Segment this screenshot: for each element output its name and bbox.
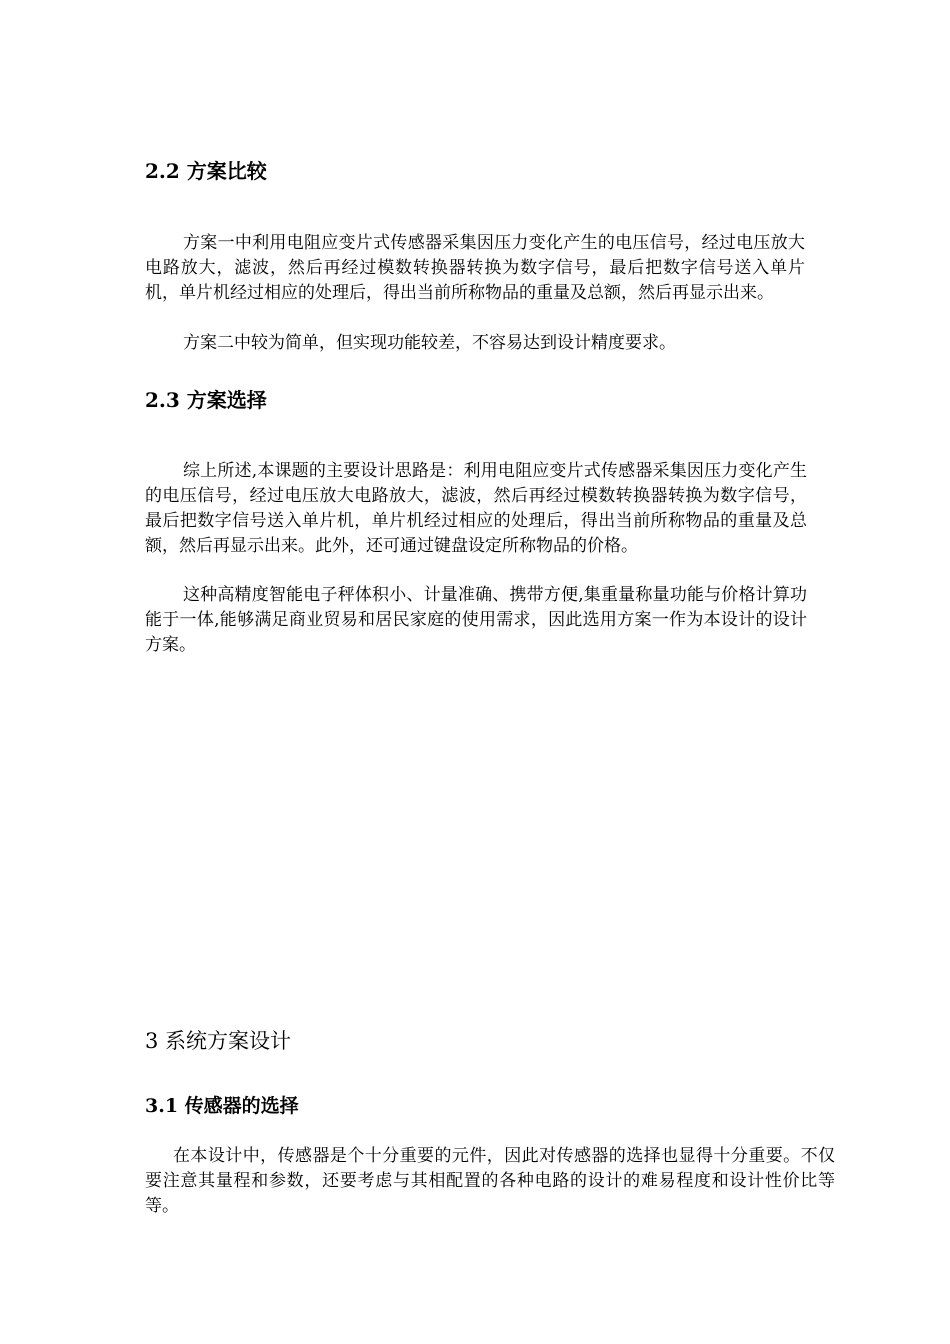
section-3-1-paragraph-1: 在本设计中，传感器是个十分重要的元件，因此对传感器的选择也显得十分重要。不仅要注意其量程和参数，还要考虑与其相配置的各种电路的设计的难易程度和设计性价比等等。	[145, 1146, 835, 1216]
section-2-2-paragraph-2: 方案二中较为简单，但实现功能较差，不容易达到设计精度要求。	[183, 333, 676, 353]
section-3-1-heading: 3.1 传感器的选择	[145, 1095, 299, 1117]
section-2-2-heading: 2.2 方案比较	[145, 159, 267, 183]
section-2-3-heading: 2.3 方案选择	[145, 388, 267, 412]
section-2-3-paragraph-2: 这种高精度智能电子秤体积小、计量准确、携带方便,集重量称量功能与价格计算功能于一体,能够满足商业贸易和居民家庭的使用需求，因此选用方案一作为本设计的设计方案。	[145, 585, 807, 655]
chapter-3-heading: 3 系统方案设计	[145, 1029, 292, 1053]
section-2-3-paragraph-1: 综上所述,本课题的主要设计思路是：利用电阻应变片式传感器采集因压力变化产生的电压信号，经过电压放大电路放大，滤波，然后再经过模数转换器转换为数字信号，最后把数字信号送入单片机，单片机经过相应的处理后，得出当前所称物品的重量及总额，然后再显示出来。此外，还可通过键盘设定所称物品的价格。	[145, 461, 807, 556]
section-2-2-paragraph-1: 方案一中利用电阻应变片式传感器采集因压力变化产生的电压信号，经过电压放大电路放大，滤波，然后再经过模数转换器转换为数字信号，最后把数字信号送入单片机，单片机经过相应的处理后，得出当前所称物品的重量及总额，然后再显示出来。	[145, 233, 805, 303]
